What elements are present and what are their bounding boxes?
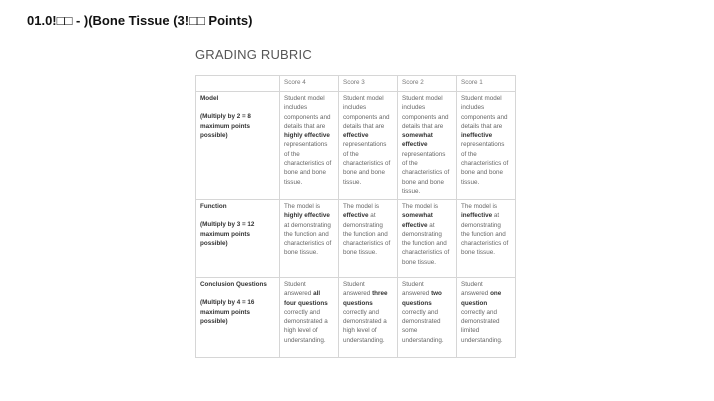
score-cell: The model is highly effective at demonstrating the function and characteristics of bone tissue. <box>280 200 339 278</box>
criterion-multiplier: (Multiply by 2 = 8 maximum points possible) <box>200 113 251 139</box>
rubric-row-model <box>196 92 516 200</box>
score-cell: Student model includes components and details that are somewhat effective representations of the characteristics of bone and bone tissue. <box>398 92 457 200</box>
header-blank <box>196 76 280 92</box>
score-cell: The model is ineffective at demonstrating the function and characteristics of bone tissue. <box>457 200 516 278</box>
criterion-multiplier: (Multiply by 4 = 16 maximum points possible) <box>200 299 255 325</box>
criterion-cell <box>196 92 280 200</box>
criterion-multiplier: (Multiply by 3 = 12 maximum points possible) <box>200 221 255 247</box>
rubric-row-conclusion-questions <box>196 278 516 358</box>
score-cell: Student answered two questions correctly and demonstrated some understanding. <box>398 278 457 358</box>
rubric-heading: GRADING RUBRIC <box>195 47 312 62</box>
header-score-2: Score 2 <box>398 76 457 92</box>
score-cell: The model is effective at demonstrating the function and characteristics of bone tissue. <box>339 200 398 278</box>
header-score-1: Score 1 <box>457 76 516 92</box>
score-cell: The model is somewhat effective at demonstrating the function and characteristics of bone tissue. <box>398 200 457 278</box>
score-cell: Student model includes components and details that are ineffective representations of the characteristics of bone and bone tissue. <box>457 92 516 200</box>
score-cell: Student answered three questions correctly and demonstrated a high level of understanding. <box>339 278 398 358</box>
criterion-name: Function <box>200 203 227 210</box>
page-title: 01.0!□□ - )(Bone Tissue (3!□□ Points) <box>27 13 253 28</box>
score-cell: Student model includes components and details that are effective representations of the characteristics of bone and bone tissue. <box>339 92 398 200</box>
score-cell: Student model includes components and details that are highly effective representations of the characteristics of bone and bone tissue. <box>280 92 339 200</box>
criterion-cell <box>196 278 280 358</box>
rubric-table <box>195 75 516 358</box>
criterion-name: Model <box>200 95 219 102</box>
rubric-header-row <box>196 76 516 92</box>
rubric-row-function <box>196 200 516 278</box>
criterion-name: Conclusion Questions <box>200 281 267 288</box>
grading-rubric-image <box>192 42 518 374</box>
header-score-3: Score 3 <box>339 76 398 92</box>
score-cell: Student answered all four questions correctly and demonstrated a high level of understanding. <box>280 278 339 358</box>
score-cell: Student answered one question correctly and demonstrated limited understanding. <box>457 278 516 358</box>
header-score-4: Score 4 <box>280 76 339 92</box>
criterion-cell <box>196 200 280 278</box>
